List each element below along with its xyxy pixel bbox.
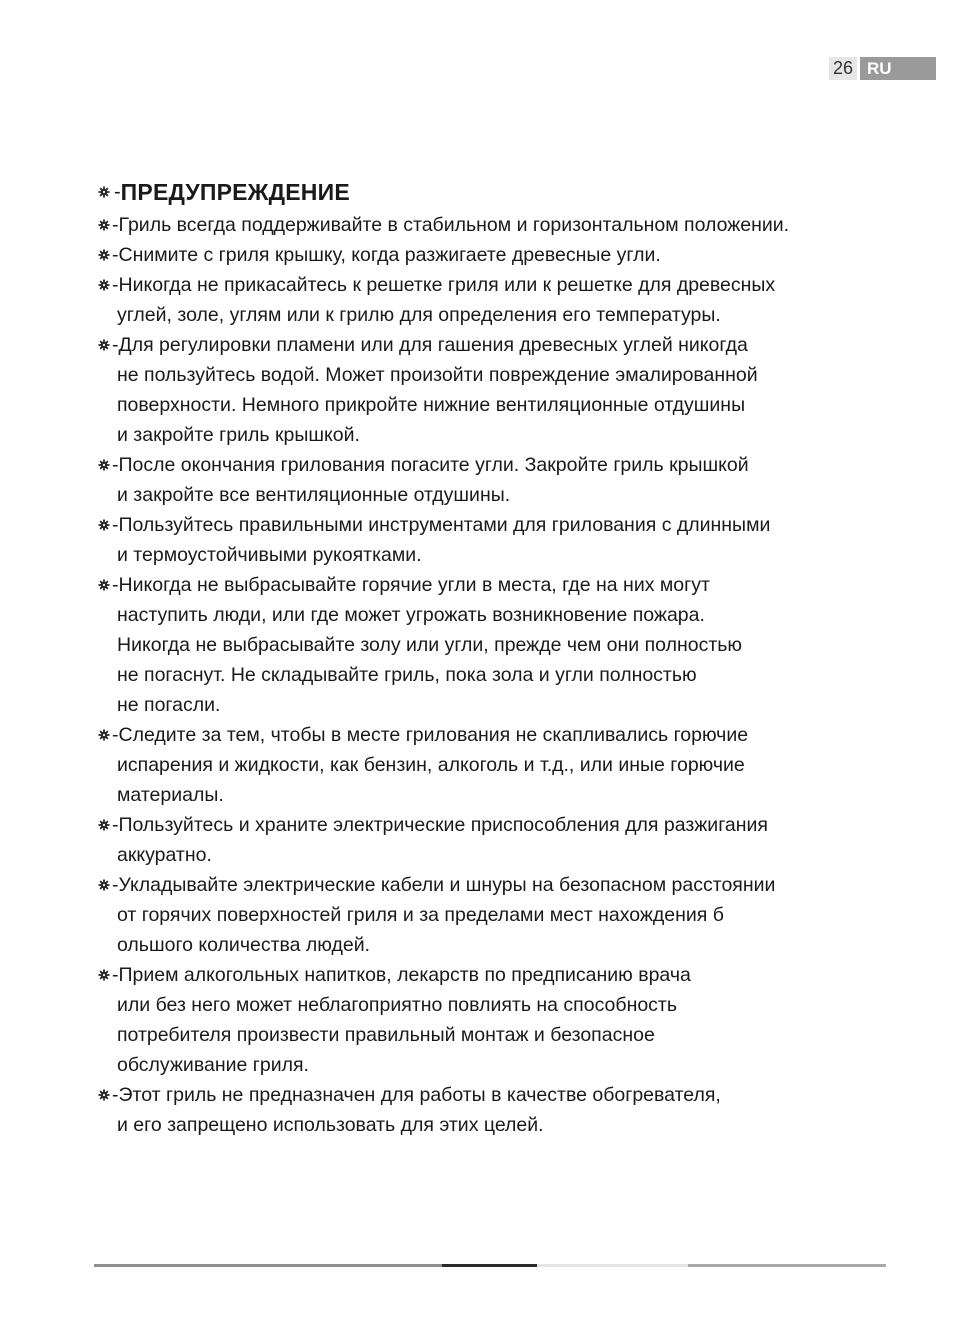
language-badge: RU	[860, 57, 936, 80]
gear-bullet-icon	[98, 870, 112, 900]
warning-line: не пользуйтесь водой. Может произойти повреждение эмалированной	[117, 364, 758, 386]
warning-list	[98, 210, 898, 1140]
warning-item	[98, 960, 898, 1080]
warning-section	[98, 176, 898, 1140]
warning-item-text	[112, 510, 771, 570]
warning-item-text	[112, 240, 661, 270]
gear-bullet-icon	[98, 960, 112, 990]
warning-line: -Никогда не выбрасывайте горячие угли в места, где на них могут	[112, 574, 710, 596]
warning-line: -Прием алкогольных напитков, лекарств по предписанию врача	[112, 964, 691, 986]
warning-item	[98, 510, 898, 570]
page-header	[829, 57, 936, 80]
warning-item	[98, 870, 898, 960]
warning-item	[98, 450, 898, 510]
footer-divider	[94, 1264, 886, 1267]
warning-line: ольшого количества людей.	[117, 934, 371, 956]
footer-divider-segment	[537, 1264, 688, 1267]
warning-line: -Никогда не прикасайтесь к решетке гриля или к решетке для древесных	[112, 274, 776, 296]
warning-line: Никогда не выбрасывайте золу или угли, прежде чем они полностью	[117, 634, 743, 656]
warning-item-text	[112, 450, 749, 510]
warning-line: и термоустойчивыми рукоятками.	[117, 544, 422, 566]
warning-line: не погаснут. Не складывайте гриль, пока зола и угли полностью	[117, 664, 697, 686]
footer-divider-segment	[94, 1264, 442, 1267]
warning-line: или без него может неблагоприятно повлиять на способность	[117, 994, 678, 1016]
heading-prefix: -	[114, 180, 121, 203]
warning-item	[98, 720, 898, 810]
gear-bullet-icon	[98, 450, 112, 480]
warning-line: -Гриль всегда поддерживайте в стабильном и горизонтальном положении.	[112, 214, 790, 236]
warning-item-text	[112, 960, 691, 1080]
gear-bullet-icon	[98, 240, 112, 270]
warning-line: поверхности. Немного прикройте нижние вентиляционные отдушины	[117, 394, 746, 416]
warning-item	[98, 810, 898, 870]
warning-item-text	[112, 720, 749, 810]
gear-bullet-icon	[98, 570, 112, 600]
warning-line: и закройте гриль крышкой.	[117, 424, 360, 446]
warning-line: не погасли.	[117, 694, 221, 716]
warning-line: -Пользуйтесь и храните электрические приспособления для разжигания	[112, 814, 768, 836]
gear-bullet-icon	[98, 270, 112, 300]
warning-line: наступить люди, или где может угрожать возникновение пожара.	[117, 604, 705, 626]
warning-line: -Снимите с гриля крышку, когда разжигаете древесные угли.	[112, 244, 661, 266]
page-number: 26	[829, 57, 857, 80]
gear-bullet-icon	[98, 1080, 112, 1110]
gear-bullet-icon	[98, 177, 112, 207]
warning-item	[98, 240, 898, 270]
gear-bullet-icon	[98, 330, 112, 360]
warning-line: -Этот гриль не предназначен для работы в качестве обогревателя,	[112, 1084, 721, 1106]
warning-line: и его запрещено использовать для этих целей.	[117, 1114, 544, 1136]
warning-item	[98, 570, 898, 720]
warning-item	[98, 1080, 898, 1140]
warning-item-text	[112, 810, 768, 870]
warning-line: от горячих поверхностей гриля и за пределами мест нахождения б	[117, 904, 724, 926]
gear-bullet-icon	[98, 510, 112, 540]
warning-line: материалы.	[117, 784, 224, 806]
warning-item-text	[112, 870, 776, 960]
warning-line: обслуживание гриля.	[117, 1054, 309, 1076]
warning-item-text	[112, 270, 776, 330]
footer-divider-segment	[442, 1264, 537, 1267]
warning-line: аккуратно.	[117, 844, 212, 866]
warning-item-text	[112, 210, 790, 240]
warning-line: и закройте все вентиляционные отдушины.	[117, 484, 511, 506]
footer-divider-segment	[688, 1264, 886, 1267]
warning-line: потребителя произвести правильный монтаж и безопасное	[117, 1024, 655, 1046]
warning-item-text	[112, 1080, 721, 1140]
warning-line: -После окончания грилования погасите угли. Закройте гриль крышкой	[112, 454, 749, 476]
warning-line: углей, золе, углям или к грилю для определения его температуры.	[117, 304, 721, 326]
section-heading	[98, 176, 898, 208]
warning-item	[98, 210, 898, 240]
warning-line: -Укладывайте электрические кабели и шнуры на безопасном расстоянии	[112, 874, 776, 896]
warning-item	[98, 270, 898, 330]
warning-item	[98, 330, 898, 450]
warning-line: -Следите за тем, чтобы в месте грилования не скапливались горючие	[112, 724, 749, 746]
warning-line: -Пользуйтесь правильными инструментами для грилования с длинными	[112, 514, 771, 536]
warning-item-text	[112, 330, 758, 450]
gear-bullet-icon	[98, 720, 112, 750]
section-title: ПРЕДУПРЕЖДЕНИЕ	[120, 178, 350, 205]
warning-item-text	[112, 570, 743, 720]
warning-line: -Для регулировки пламени или для гашения древесных углей никогда	[112, 334, 748, 356]
gear-bullet-icon	[98, 810, 112, 840]
gear-bullet-icon	[98, 210, 112, 240]
warning-line: испарения и жидкости, как бензин, алкоголь и т.д., или иные горючие	[117, 754, 745, 776]
